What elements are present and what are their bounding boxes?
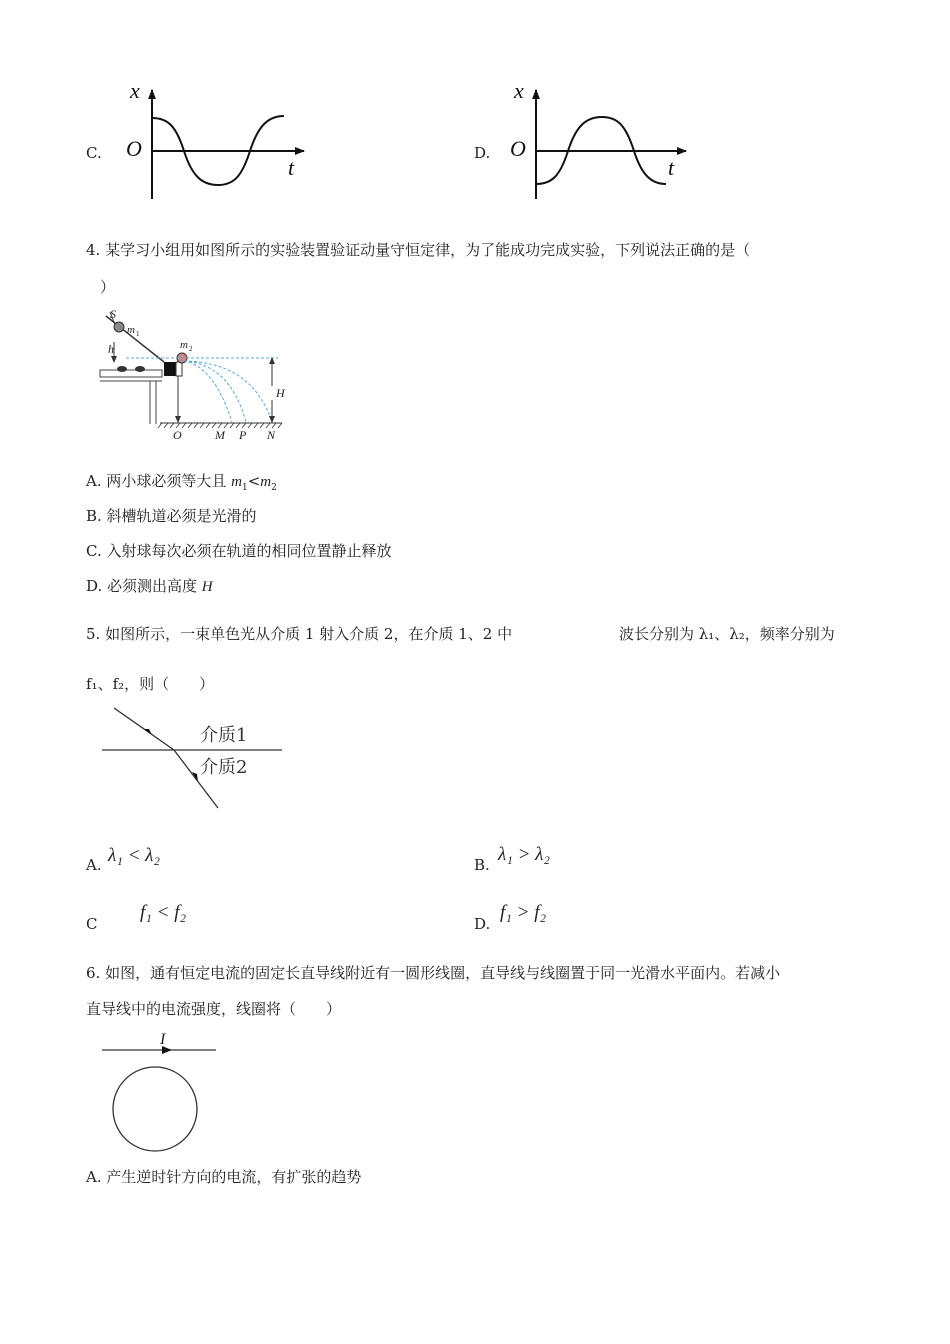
q3-d-x-axis-label: x — [514, 78, 524, 103]
q4-fig-label-m1: m — [127, 324, 135, 336]
q5-medium1-label: 介质1 — [200, 725, 248, 746]
q4-fig-label-o: O — [173, 428, 182, 442]
q4-apparatus-figure — [96, 306, 296, 448]
q4-option-c: C. 入射球每次必须在轨道的相同位置静止释放 — [86, 542, 392, 560]
q5-option-a-label: A. — [86, 856, 102, 874]
q4-option-b: B. 斜槽轨道必须是光滑的 — [86, 507, 257, 525]
q3-option-d-label: D. — [474, 144, 491, 162]
q3-c-origin-label: O — [126, 136, 142, 161]
q4-fig-label-p: P — [239, 428, 247, 442]
q5-medium2-label: 介质2 — [200, 757, 248, 778]
q6-wire-loop-figure — [100, 1026, 220, 1156]
q5-option-c-formula: f₁ < f₂ — [140, 902, 187, 923]
q5-stem-part1: 5. 如图所示，一束单色光从介质 1 射入介质 2，在介质 1、2 中 — [86, 625, 513, 643]
q3-c-t-axis-label: t — [288, 155, 295, 180]
q4-fig-label-m2-sub: 2 — [189, 345, 193, 353]
q4-fig-label-m1-sub: 1 — [136, 330, 140, 338]
q6-option-a: A. 产生逆时针方向的电流，有扩张的趋势 — [86, 1168, 362, 1186]
q4-fig-label-h: h — [108, 342, 114, 356]
q5-option-d-label: D. — [474, 915, 491, 933]
q4-fig-label-m2: m — [180, 339, 188, 351]
q4-stem: 4. 某学习小组用如图所示的实验装置验证动量守恒定律，为了能成功完成实验，下列说法正确的是（ — [86, 241, 751, 259]
q5-option-d-formula: f₁ > f₂ — [500, 902, 547, 923]
q4-fig-label-m: M — [215, 428, 225, 442]
q6-stem-line2: 直导线中的电流强度，线圈将（ ） — [86, 1000, 342, 1018]
q3-option-d-graph — [500, 80, 700, 205]
q5-option-a-formula: λ₁ < λ₂ — [108, 845, 160, 866]
q4-fig-label-n: N — [267, 428, 276, 442]
q3-option-c-graph — [118, 80, 318, 205]
q5-stem-line2: f₁、f₂，则（ ） — [86, 675, 215, 693]
q4-option-d: D. 必须测出高度 H — [86, 577, 213, 595]
q6-stem-line1: 6. 如图，通有恒定电流的固定长直导线附近有一圆形线圈，直导线与线圈置于同一光滑水平面内。若减小 — [86, 964, 781, 982]
q4-stem-close: ） — [100, 278, 116, 296]
q5-refraction-figure — [100, 704, 290, 812]
q5-option-b-formula: λ₁ > λ₂ — [498, 844, 550, 865]
q3-d-t-axis-label: t — [668, 155, 675, 180]
q3-d-origin-label: O — [510, 136, 526, 161]
q5-option-b-label: B. — [474, 856, 490, 874]
q4-option-a: A. 两小球必须等大且 $m_1<m_2$ — [86, 472, 277, 493]
q5-option-c-label: C — [86, 915, 98, 933]
q3-c-x-axis-label: x — [130, 78, 140, 103]
q6-current-label: I — [160, 1031, 166, 1048]
q4-fig-label-s: S — [110, 307, 116, 321]
q5-stem-part2: 波长分别为 λ₁、λ₂，频率分别为 — [619, 625, 835, 643]
q3-option-c-label: C. — [86, 144, 102, 162]
q4-fig-label-big-h: H — [276, 386, 285, 400]
